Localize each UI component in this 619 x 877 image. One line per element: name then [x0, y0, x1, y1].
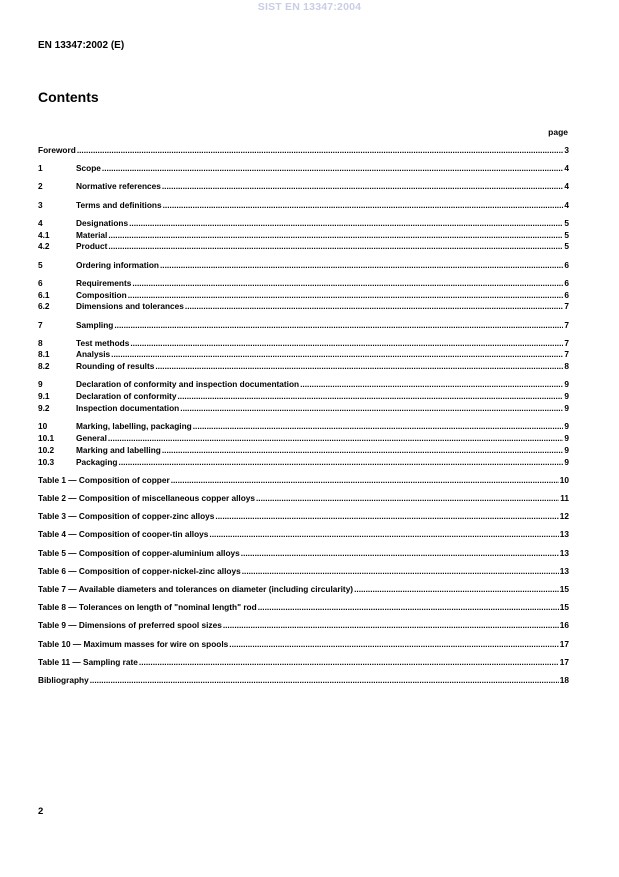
- toc-entry-number: 10.2: [38, 444, 55, 455]
- toc-entry-number: 3: [38, 199, 43, 210]
- toc-dot-leader: [77, 145, 564, 157]
- toc-group: [38, 163, 569, 175]
- toc-entry-number: 4: [38, 217, 43, 228]
- toc-entry[interactable]: [38, 548, 569, 560]
- toc-entry[interactable]: [38, 602, 569, 614]
- watermark-text: SIST EN 13347:2004: [257, 1, 362, 13]
- toc-dot-leader: [108, 230, 563, 242]
- toc-entry[interactable]: [38, 230, 569, 242]
- toc-entry-title: Scope: [76, 163, 101, 174]
- toc-group: [38, 260, 569, 272]
- contents-heading: Contents: [38, 89, 99, 105]
- toc-entry-page: 13: [559, 565, 569, 576]
- toc-dot-leader: [162, 181, 564, 193]
- toc-entry[interactable]: [38, 403, 569, 415]
- toc-entry[interactable]: [38, 241, 569, 253]
- toc-entry[interactable]: [38, 163, 569, 175]
- toc-entry-number: 2: [38, 181, 43, 192]
- toc-group: [38, 602, 569, 614]
- toc-entry[interactable]: [38, 391, 569, 403]
- toc-entry-page: 4: [564, 181, 569, 192]
- toc-entry[interactable]: [38, 200, 569, 212]
- toc-entry-page: 16: [559, 620, 569, 631]
- toc-dot-leader: [132, 278, 563, 290]
- toc-entry-title: Packaging: [76, 456, 118, 467]
- toc-entry[interactable]: [38, 493, 569, 505]
- toc-entry-page: 6: [564, 277, 569, 288]
- toc-group: [38, 620, 569, 632]
- toc-group: [38, 200, 569, 212]
- toc-entry[interactable]: [38, 421, 569, 433]
- toc-group: [38, 584, 569, 596]
- toc-dot-leader: [300, 379, 563, 391]
- toc-dot-leader: [155, 361, 563, 373]
- toc-entry[interactable]: [38, 433, 569, 445]
- toc-entry-number: 8.1: [38, 349, 50, 360]
- toc-entry-number: 5: [38, 259, 43, 270]
- toc-entry[interactable]: [38, 675, 569, 687]
- toc-entry-title: Table 1 — Composition of copper: [38, 474, 170, 485]
- toc-entry-number: 8.2: [38, 361, 50, 372]
- toc-entry[interactable]: [38, 475, 569, 487]
- toc-dot-leader: [108, 241, 563, 253]
- toc-dot-leader: [193, 421, 564, 433]
- toc-dot-leader: [128, 290, 564, 302]
- toc-entry-title: Ordering information: [76, 259, 159, 270]
- toc-group: [38, 218, 569, 253]
- toc-dot-leader: [139, 657, 559, 669]
- page-column-label: page: [548, 127, 568, 137]
- toc-entry-number: 4.2: [38, 241, 50, 252]
- toc-entry-page: 18: [559, 674, 569, 685]
- table-of-contents: [38, 145, 569, 693]
- toc-dot-leader: [162, 445, 564, 457]
- toc-entry-page: 11: [560, 493, 569, 504]
- toc-entry-page: 4: [564, 163, 569, 174]
- toc-entry[interactable]: [38, 301, 569, 313]
- toc-dot-leader: [160, 260, 563, 272]
- toc-dot-leader: [130, 338, 563, 350]
- toc-dot-leader: [171, 475, 559, 487]
- toc-entry-title: Designations: [76, 217, 129, 228]
- toc-entry-page: 17: [559, 638, 569, 649]
- toc-entry-page: 8: [564, 361, 569, 372]
- toc-dot-leader: [111, 349, 563, 361]
- toc-entry-page: 5: [564, 217, 569, 228]
- toc-group: [38, 511, 569, 523]
- toc-group: [38, 675, 569, 687]
- toc-dot-leader: [178, 391, 564, 403]
- toc-group: [38, 421, 569, 468]
- toc-dot-leader: [119, 457, 564, 469]
- toc-entry[interactable]: [38, 511, 569, 523]
- toc-entry[interactable]: [38, 361, 569, 373]
- toc-group: [38, 181, 569, 193]
- toc-entry-page: 5: [564, 241, 569, 252]
- toc-entry-page: 10: [559, 474, 569, 485]
- toc-entry-page: 4: [564, 199, 569, 210]
- toc-entry[interactable]: [38, 566, 569, 578]
- toc-dot-leader: [114, 320, 563, 332]
- toc-entry-title: Table 11 — Sampling rate: [38, 656, 138, 667]
- toc-entry-number: 6: [38, 277, 43, 288]
- toc-entry-number: 10: [38, 421, 48, 432]
- toc-group: [38, 379, 569, 414]
- toc-entry[interactable]: [38, 145, 569, 157]
- toc-entry-title: Requirements: [76, 277, 132, 288]
- toc-dot-leader: [215, 511, 558, 523]
- toc-entry-title: Normative references: [76, 181, 161, 192]
- toc-entry-number: 8: [38, 337, 43, 348]
- toc-entry-title: Marking and labelling: [76, 444, 161, 455]
- toc-entry-page: 5: [564, 229, 569, 240]
- toc-entry[interactable]: [38, 529, 569, 541]
- toc-entry[interactable]: [38, 445, 569, 457]
- toc-entry-page: 13: [559, 529, 569, 540]
- toc-entry-title: Foreword: [38, 145, 76, 155]
- toc-entry-title: Inspection documentation: [76, 403, 180, 414]
- toc-entry-page: 15: [559, 602, 569, 613]
- standard-identifier: EN 13347:2002 (E): [38, 40, 125, 51]
- toc-group: [38, 493, 569, 505]
- toc-dot-leader: [163, 200, 564, 212]
- toc-entry[interactable]: [38, 218, 569, 230]
- toc-entry-number: 10.1: [38, 433, 55, 444]
- toc-entry[interactable]: [38, 379, 569, 391]
- toc-entry-page: 6: [564, 289, 569, 300]
- toc-entry[interactable]: [38, 278, 569, 290]
- toc-entry-title: Table 9 — Dimensions of preferred spool sizes: [38, 620, 222, 631]
- toc-entry[interactable]: [38, 639, 569, 651]
- toc-entry-title: Table 8 — Tolerances on length of "nominal length" rod: [38, 602, 257, 613]
- toc-dot-leader: [209, 529, 558, 541]
- toc-entry-title: Marking, labelling, packaging: [76, 421, 192, 432]
- toc-entry-page: 7: [564, 319, 569, 330]
- toc-entry-page: 7: [564, 349, 569, 360]
- toc-entry-title: Terms and definitions: [76, 199, 162, 210]
- toc-entry[interactable]: [38, 338, 569, 350]
- toc-dot-leader: [242, 566, 559, 578]
- toc-dot-leader: [90, 675, 559, 687]
- toc-entry[interactable]: [38, 457, 569, 469]
- toc-group: [38, 145, 569, 157]
- toc-entry-title: Table 10 — Maximum masses for wire on spools: [38, 638, 229, 649]
- toc-entry-page: 9: [564, 456, 569, 467]
- toc-entry-page: 12: [559, 511, 569, 522]
- toc-entry-page: 3: [564, 145, 569, 155]
- toc-entry-page: 9: [564, 444, 569, 455]
- toc-entry-page: 17: [559, 656, 569, 667]
- toc-group: [38, 566, 569, 578]
- toc-entry[interactable]: [38, 657, 569, 669]
- toc-entry-title: Composition: [76, 289, 127, 300]
- toc-entry-title: General: [76, 433, 107, 444]
- toc-dot-leader: [180, 403, 563, 415]
- toc-group: [38, 320, 569, 332]
- toc-dot-leader: [185, 301, 563, 313]
- toc-entry-page: 9: [564, 421, 569, 432]
- toc-entry-title: Table 4 — Composition of cooper-tin alloys: [38, 529, 209, 540]
- toc-entry-title: Table 5 — Composition of copper-aluminium alloys: [38, 547, 240, 558]
- toc-entry-page: 9: [564, 379, 569, 390]
- toc-dot-leader: [256, 493, 559, 505]
- toc-dot-leader: [354, 584, 559, 596]
- toc-dot-leader: [129, 218, 563, 230]
- toc-entry[interactable]: [38, 320, 569, 332]
- toc-entry-page: 9: [564, 391, 569, 402]
- toc-entry[interactable]: [38, 290, 569, 302]
- toc-entry-title: Rounding of results: [76, 361, 155, 372]
- toc-entry-title: Table 6 — Composition of copper-nickel-zinc alloys: [38, 565, 241, 576]
- toc-entry-title: Analysis: [76, 349, 111, 360]
- toc-group: [38, 548, 569, 560]
- toc-entry-page: 13: [559, 547, 569, 558]
- toc-entry-title: Table 3 — Composition of copper-zinc alloys: [38, 511, 215, 522]
- toc-entry[interactable]: [38, 584, 569, 596]
- toc-dot-leader: [108, 433, 563, 445]
- toc-entry-number: 6.1: [38, 289, 50, 300]
- toc-entry-title: Table 7 — Available diameters and tolerances on diameter (including circularity): [38, 583, 354, 594]
- toc-entry-page: 7: [564, 337, 569, 348]
- toc-entry-title: Product: [76, 241, 108, 252]
- toc-dot-leader: [258, 602, 559, 614]
- toc-entry-number: 4.1: [38, 229, 50, 240]
- toc-entry-title: Declaration of conformity and inspection documentation: [76, 379, 300, 390]
- toc-entry-number: 1: [38, 163, 43, 174]
- toc-entry-title: Declaration of conformity: [76, 391, 177, 402]
- toc-group: [38, 475, 569, 487]
- toc-group: [38, 639, 569, 651]
- toc-entry[interactable]: [38, 260, 569, 272]
- toc-dot-leader: [229, 639, 558, 651]
- toc-group: [38, 657, 569, 669]
- toc-entry[interactable]: [38, 620, 569, 632]
- toc-entry-title: Dimensions and tolerances: [76, 301, 184, 312]
- toc-group: [38, 529, 569, 541]
- toc-entry-number: 9.1: [38, 391, 50, 402]
- toc-entry-number: 9.2: [38, 403, 50, 414]
- toc-entry-title: Material: [76, 229, 108, 240]
- toc-entry-page: 6: [564, 259, 569, 270]
- toc-entry-page: 15: [559, 583, 569, 594]
- toc-entry[interactable]: [38, 181, 569, 193]
- toc-dot-leader: [102, 163, 563, 175]
- toc-entry-title: Sampling: [76, 319, 114, 330]
- toc-entry-number: 6.2: [38, 301, 50, 312]
- toc-dot-leader: [241, 548, 559, 560]
- toc-entry-title: Bibliography: [38, 674, 89, 685]
- toc-entry-page: 7: [564, 301, 569, 312]
- toc-dot-leader: [223, 620, 559, 632]
- toc-entry-number: 9: [38, 379, 43, 390]
- toc-entry-page: 9: [564, 433, 569, 444]
- toc-entry-page: 9: [564, 403, 569, 414]
- toc-entry-number: 10.3: [38, 456, 55, 467]
- page-number: 2: [38, 806, 44, 817]
- toc-entry[interactable]: [38, 349, 569, 361]
- toc-entry-title: Test methods: [76, 337, 130, 348]
- toc-entry-number: 7: [38, 319, 43, 330]
- toc-entry-title: Table 2 — Composition of miscellaneous copper alloys: [38, 493, 255, 504]
- toc-group: [38, 338, 569, 373]
- toc-group: [38, 278, 569, 313]
